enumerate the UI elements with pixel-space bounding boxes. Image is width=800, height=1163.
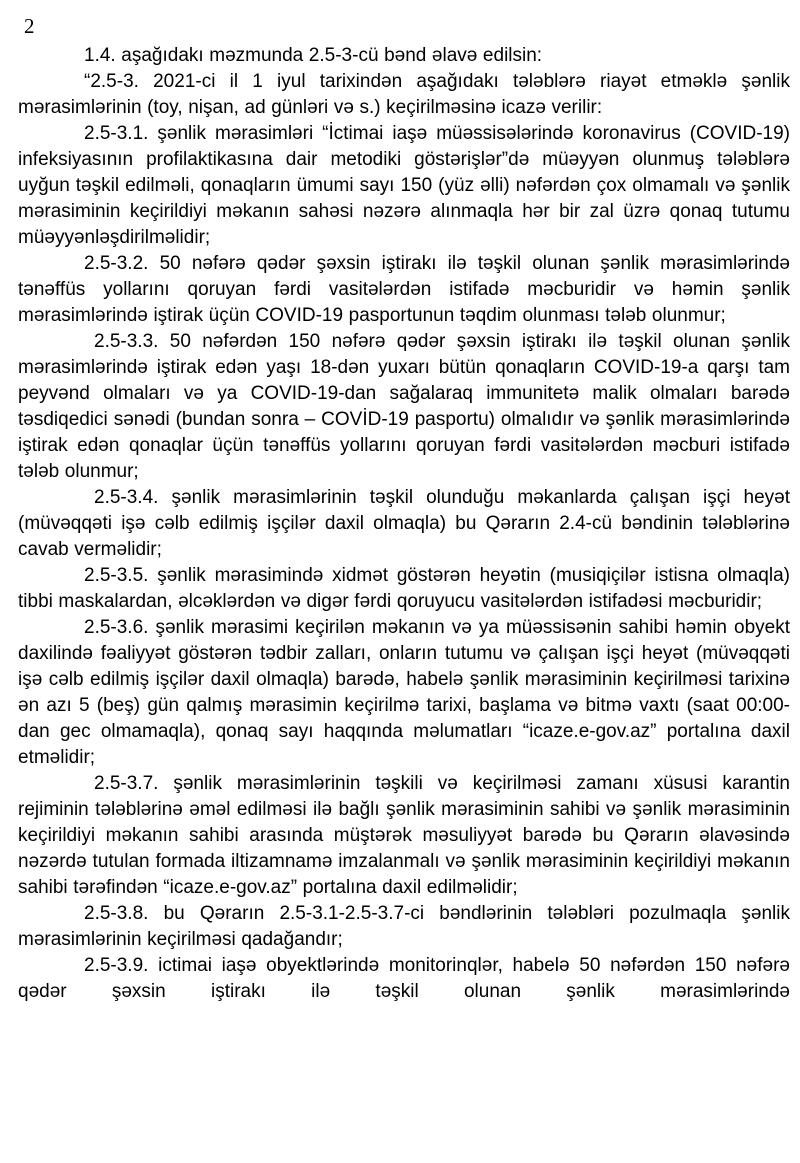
paragraph-2-5-3-4: 2.5-3.4. şənlik mərasimlərinin təşkil olunduğu məkanlarda çalışan işçi heyət (müvəqqəti işə cəlb edilmiş işçilər daxil olmaqla) bu Qərarın 2.4-cü bəndinin tələblərinə cavab verməlidir; bbox=[18, 487, 790, 560]
paragraph-2-5-3-7: 2.5-3.7. şənlik mərasimlərinin təşkili və keçirilməsi zamanı xüsusi karantin rejiminin tələblərinə əməl edilməsi ilə bağlı şənlik mərasiminin sahibi və şənlik mərasiminin keçirildiyi məkanın sahibi arasında müştərək məsuliyyət barədə bu Qərarın əlavəsində nəzərdə tutulan formada iltizamnamə imzalanmalı və şənlik mərasiminin keçirildiyi məkanın sahibi tərəfindən “icaze.e-gov.az” portalına daxil edilməlidir; bbox=[18, 773, 790, 898]
paragraph-2-5-3-9: 2.5-3.9. ictimai iaşə obyektlərində monitorinqlər, habelə 50 nəfərdən 150 nəfərə qədər şəxsin iştirakı ilə təşkil olunan şənlik mərasimlərində bbox=[18, 955, 790, 1002]
page-number: 2 bbox=[24, 14, 35, 38]
paragraph-2-5-3-8: 2.5-3.8. bu Qərarın 2.5-3.1-2.5-3.7-ci bəndlərinin tələbləri pozulmaqla şənlik mərasimlərinin keçirilməsi qadağandır; bbox=[18, 903, 790, 950]
paragraph-1-4: 1.4. aşağıdakı məzmunda 2.5-3-cü bənd əlavə edilsin: bbox=[84, 45, 543, 66]
paragraph-2-5-3-2: 2.5-3.2. 50 nəfərə qədər şəxsin iştirakı ilə təşkil olunan şənlik mərasimlərində tənəffüs yollarını qoruyan fərdi vasitələrdən istifadə məcburidir və həmin şənlik mərasimlərində iştirak üçün COVID-19 pasportunun təqdim olunması tələb olunmur; bbox=[18, 253, 790, 326]
paragraph-2-5-3: “2.5-3. 2021-ci il 1 iyul tarixindən aşağıdakı tələblərə riayət etməklə şənlik mərasimlərinin (toy, nişan, ad günləri və s.) keçirilməsinə icazə verilir: bbox=[18, 71, 790, 118]
paragraph-2-5-3-3: 2.5-3.3. 50 nəfərdən 150 nəfərə qədər şəxsin iştirakı ilə təşkil olunan şənlik mərasimlərində iştirak edən yaşı 18-dən yuxarı bütün qonaqların COVID-19-a qarşı tam peyvənd olmaları və ya COVID-19-dan sağalaraq immunitetə malik olmaları barədə təsdiqedici sənədi (bundan sonra – COVİD-19 pasportu) olmalıdır və şənlik mərasimlərində iştirak edən qonaqlar üçün tənəffüs yollarını qoruyan fərdi vasitələrdən məcburi istifadə tələb olunmur; bbox=[18, 331, 790, 482]
paragraph-2-5-3-1: 2.5-3.1. şənlik mərasimləri “İctimai iaşə müəssisələrində koronavirus (COVID-19) infeksiyasının profilaktikasına dair metodiki göstərişlər”də müəyyən olunmuş tələblərə uyğun təşkil edilməli, qonaqların ümumi sayı 150 (yüz əlli) nəfərdən çox olmamalı və şənlik mərasiminin keçirildiyi məkanın sahəsi nəzərə alınmaqla hər bir zal üzrə qonaq tutumu müəyyənləşdirilməlidir; bbox=[18, 123, 790, 248]
paragraph-2-5-3-5: 2.5-3.5. şənlik mərasimində xidmət göstərən heyətin (musiqiçilər istisna olmaqla) tibbi maskalardan, əlcəklərdən və digər fərdi qoruyucu vasitələrdən istifadəsi məcburidir; bbox=[18, 565, 790, 612]
paragraph-2-5-3-6: 2.5-3.6. şənlik mərasimi keçirilən məkanın və ya müəssisənin sahibi həmin obyekt daxilində fəaliyyət göstərən tədbir zalları, onların tutumu və çalışan işçi heyət (müvəqqəti işə cəlb edilmiş işçilər daxil olmaqla) barədə, habelə şənlik mərasiminin keçirilməsi tarixinə ən azı 5 (beş) gün qalmış mərasimin keçirilmə tarixi, başlama və bitmə vaxtı (saat 00:00-dan gec olmamaqla), qonaq sayı haqqında məlumatları “icaze.e-gov.az” portalına daxil etməlidir; bbox=[18, 617, 790, 768]
